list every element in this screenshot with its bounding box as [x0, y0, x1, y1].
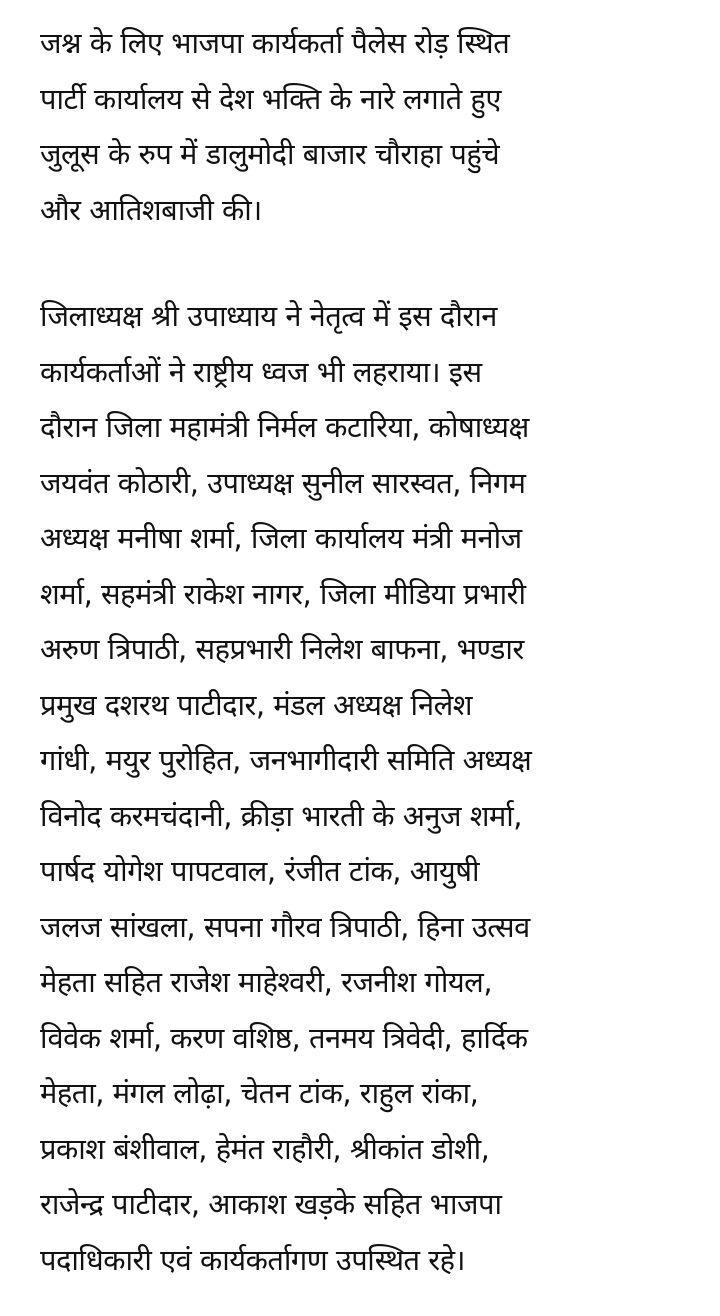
paragraph-line: जुलूस के रुप में डालुमोदी बाजार चौराहा पहुंचे	[40, 137, 500, 171]
paragraph-line: जिलाध्यक्ष श्री उपाध्याय ने नेतृत्व में इस दौरान	[40, 299, 497, 333]
paragraph-line: पार्षद योगेश पापटवाल, रंजीत टांक, आयुषी	[40, 854, 479, 888]
paragraph-line: कार्यकर्ताओं ने राष्ट्रीय ध्वज भी लहराया। इस	[40, 354, 482, 389]
paragraph-line: मेहता सहित राजेश माहेश्वरी, रजनीश गोयल,	[40, 965, 493, 999]
paragraph-line: दौरान जिला महामंत्री निर्मल कटारिया, कोषाध्यक्ष	[40, 410, 529, 444]
paragraph-line: अरुण त्रिपाठी, सहप्रभारी निलेश बाफना, भण्डार	[40, 632, 524, 666]
paragraph-line: जयवंत कोठारी, उपाध्यक्ष सुनील सारस्वत, निगम	[40, 465, 526, 500]
paragraph-line: गांधी, मयुर पुरोहित, जनभागीदारी समिति अध्यक्ष	[40, 743, 532, 777]
paragraph-spacer	[40, 238, 700, 289]
paragraph-line: जश्न के लिए भाजपा कार्यकर्ता पैलेस रोड़ स्थित	[40, 26, 510, 60]
paragraph-1	[40, 16, 700, 238]
paragraph-line: विनोद करमचंदानी, क्रीड़ा भारती के अनुज शर्मा,	[40, 798, 523, 833]
paragraph-line: प्रमुख दशरथ पाटीदार, मंडल अध्यक्ष निलेश	[40, 687, 472, 722]
paragraph-line: राजेन्द्र पाटीदार, आकाश खड़के सहित भाजपा	[40, 1187, 502, 1221]
paragraph-line: और आतिशबाजी की।	[40, 192, 262, 227]
paragraph-line: विवेक शर्मा, करण वशिष्ठ, तनमय त्रिवेदी, हार्दिक	[40, 1020, 528, 1055]
paragraph-line: पार्टी कार्यालय से देश भक्ति के नारे लगाते हुए	[40, 81, 501, 116]
paragraph-line: प्रकाश बंशीवाल, हेमंत राहौरी, श्रीकांत डोशी,	[40, 1131, 490, 1166]
paragraph-line: अध्यक्ष मनीषा शर्मा, जिला कार्यालय मंत्री मनोज	[40, 521, 522, 555]
paragraph-line: पदाधिकारी एवं कार्यकर्तागण उपस्थित रहे।	[40, 1242, 466, 1277]
paragraph-line: जलज सांखला, सपना गौरव त्रिपाठी, हिना उत्सव	[40, 909, 530, 944]
paragraph-line: शर्मा, सहमंत्री राकेश नागर, जिला मीडिया प्रभारी	[40, 576, 526, 611]
paragraph-2	[40, 289, 700, 1288]
paragraph-line: मेहता, मंगल लोढ़ा, चेतन टांक, राहुल रांका,	[40, 1076, 479, 1110]
